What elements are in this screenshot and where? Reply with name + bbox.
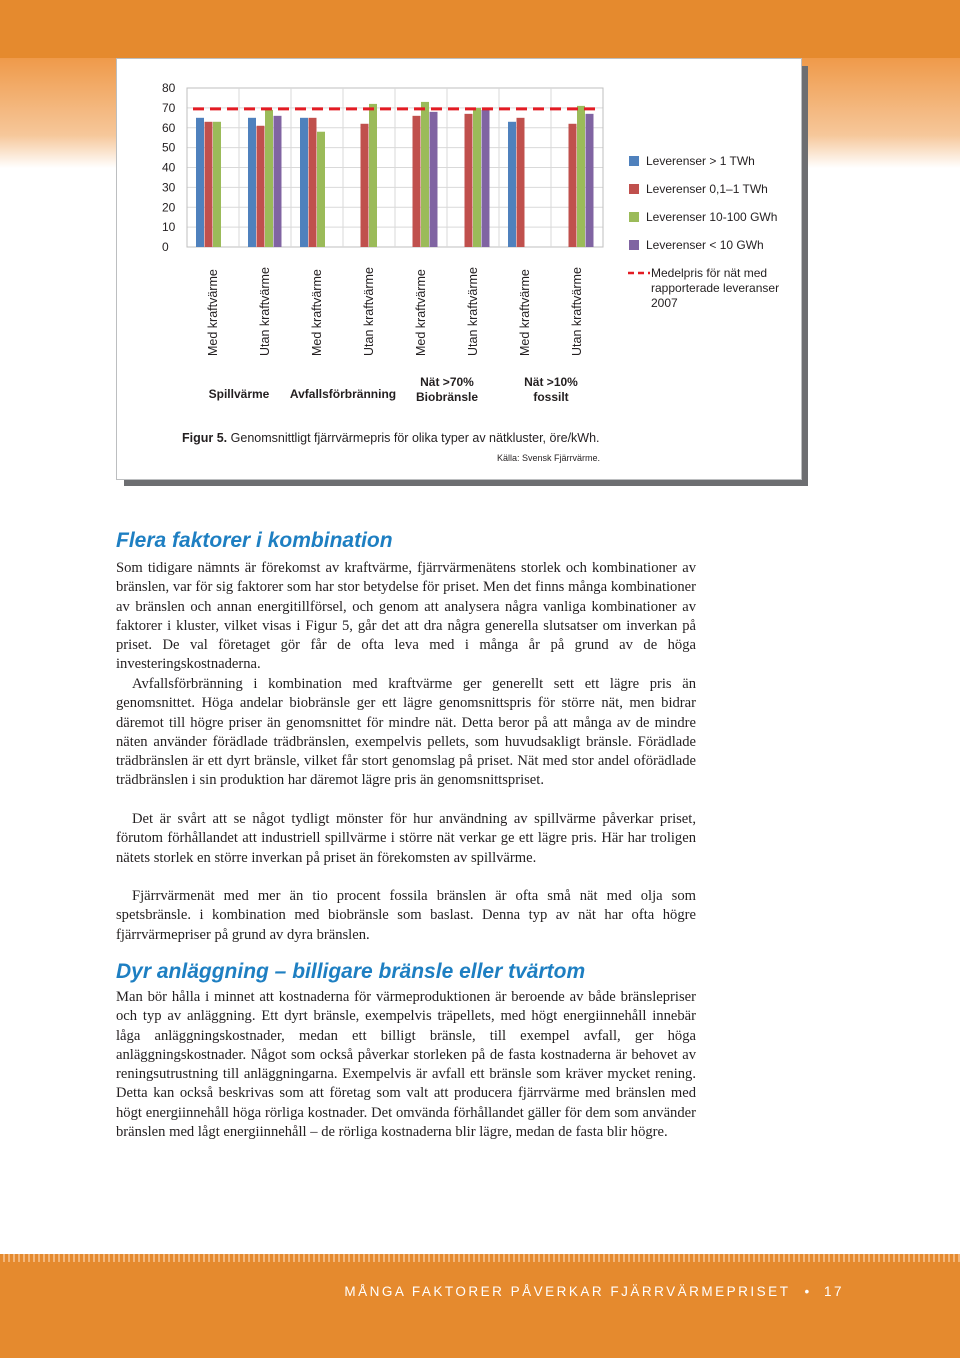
y-tick-label: 80: [162, 81, 176, 95]
footer-bullet: •: [804, 1284, 812, 1299]
legend-label: Medelpris för nät med: [651, 266, 768, 280]
x-category-label: Utan kraftvärme: [466, 267, 480, 356]
figure-box: [116, 58, 802, 480]
bar: [473, 108, 481, 247]
legend-label: Leverenser < 10 GWh: [646, 238, 764, 252]
figure-source: Källa: Svensk Fjärrvärme.: [497, 453, 601, 463]
y-tick-label: 0: [162, 240, 169, 254]
section1-paragraph: Det är svårt att se något tydligt mönster för hur användning av spillvärme påverkar priset, förutom förhållandet att industriell spillvärme i större nät verkar ge ett lägre pris. Här har troligen nätets storlek en större inverkan på priset än förekomsten av spillvärme.: [116, 811, 696, 866]
page-number: 17: [823, 1284, 844, 1299]
legend-swatch: [629, 240, 639, 250]
y-tick-label: 10: [162, 220, 176, 235]
footer-band-pattern: [0, 1254, 960, 1262]
y-tick-label: 70: [162, 100, 176, 115]
x-category-label: Med kraftvärme: [310, 269, 324, 356]
group-label: Spillvärme: [208, 387, 270, 401]
y-tick-label: 50: [162, 140, 176, 155]
bar: [317, 132, 325, 247]
bar: [569, 124, 577, 247]
section2-paragraph: Man bör hålla i minnet att kostnaderna för värmeproduktionen är beroende av både bränslepriser och typ av anläggning. Ett dyrt bränsle, exempelvis träpellets, med högt energiinnehåll innebär låga anläggningskostnader, medan ett billigt bränsle, till exempel avfall, ger höga anläggningskostnader. Något som också påverkar storleken på de fasta kostnaderna är behovet av reningsutrustning till anläggningarna. Exempelvis är avfall ett bränsle som kräver mycket rening. Detta kan också beskrivas som att företag som valt att producera fjärrvärme med bränslen med högt energiinnehåll höga rörliga kostnader. Det omvända förhållandet gäller för dem som använder bränslen med lågt energiinnehåll – de rörliga kostnaderna blir lägre, medan de fasta blir högre.: [116, 989, 696, 1141]
bar: [196, 118, 204, 247]
section1-paragraph: Avfallsförbränning i kombination med kraftvärme ger generellt sett ett lägre pris än genomsnittet. Höga andelar biobränsle ger ett lägre genomsnittspris för större nät, men bidrar däremot till högre priser än genomsnittet för mindre nät. Detta beror på att många av de mindre näten använder förädlade trädbränslen, exempelvis pellets, som huvudsakligt bränsle. Förädlade trädbränslen är ett dyrt bränsle, vilket får stort genomslag på priset. Nät med stor andel oförädlade trädbränslen i sin produktion har däremot lägre pris än genomsnittspriset.: [116, 676, 696, 789]
y-tick-label: 30: [162, 180, 176, 195]
bar: [300, 118, 308, 247]
x-category-label: Utan kraftvärme: [362, 267, 376, 356]
legend-label: 2007: [651, 296, 678, 310]
figure-caption-text: Genomsnittligt fjärrvärmepris för olika typer av nätkluster, öre/kWh.: [230, 431, 600, 445]
bar: [577, 106, 585, 247]
group-label: Biobränsle: [415, 390, 479, 404]
bar: [482, 110, 490, 247]
x-category-label: Utan kraftvärme: [570, 267, 584, 356]
legend-swatch: [629, 212, 639, 222]
bar: [274, 116, 282, 247]
figure-caption: [182, 431, 600, 445]
bar: [265, 110, 273, 247]
section1-paragraph: Fjärrvärmenät med mer än tio procent fossila bränslen är ofta små nät med olja som spetsbränsle. i kombination med biobränsle som baslast. Denna typ av nät har ofta högre fjärrvärmepriser på grund av dyra bränslen.: [116, 888, 696, 943]
group-label: Avfallsförbränning: [289, 387, 397, 401]
legend-label: Leverenser 10-100 GWh: [646, 210, 778, 224]
x-category-label: Utan kraftvärme: [258, 267, 272, 356]
legend-swatch: [629, 156, 639, 166]
section1-paragraph: Som tidigare nämnts är förekomst av kraftvärme, fjärrvärmenätens storlek och kombinationer av bränslen, var för sig faktorer som har stor betydelse för priset. Men det finns många kombinationer av bränslen och annan energitillförsel, och genom att analysera några vanliga kombinationer av faktorer i kluster, vilket visas i Figur 5, går det att dra några generella slutsatser om inverkan på priset. De val företaget gör får de ofta leva med i många år på grund av de höga investeringskostnaderna.: [116, 560, 696, 673]
legend-swatch: [629, 184, 639, 194]
figure-label: Figur 5.: [182, 431, 228, 445]
section-heading-anlaggning: Dyr anläggning – billigare bränsle eller tvärtom: [116, 960, 586, 983]
legend-label: Leverenser > 1 TWh: [646, 154, 755, 168]
bar: [586, 114, 594, 247]
bar: [257, 126, 265, 247]
y-tick-label: 20: [162, 200, 176, 215]
bar: [413, 116, 421, 247]
y-tick-label: 40: [162, 160, 176, 175]
bar: [369, 104, 377, 247]
bar: [430, 112, 438, 247]
bar: [517, 118, 525, 247]
bar: [465, 114, 473, 247]
price-cluster-chart: [117, 59, 801, 479]
bar: [248, 118, 256, 247]
x-category-label: Med kraftvärme: [518, 269, 532, 356]
bar: [508, 122, 516, 247]
group-label: Nät >70%: [420, 375, 474, 389]
bar: [361, 124, 369, 247]
footer-band: [0, 1254, 960, 1358]
footer-title: MÅNGA FAKTORER PÅVERKAR FJÄRRVÄRMEPRISET: [344, 1284, 791, 1299]
y-tick-label: 60: [162, 120, 176, 135]
group-label: fossilt: [533, 390, 569, 404]
legend-label: Leverenser 0,1–1 TWh: [646, 182, 768, 196]
bar: [421, 102, 429, 247]
top-orange-band: [0, 0, 960, 58]
footer-running-title: [344, 1284, 844, 1299]
group-label: Nät >10%: [524, 375, 578, 389]
bar: [309, 118, 317, 247]
section-heading-kombination: Flera faktorer i kombination: [116, 529, 393, 552]
x-category-label: Med kraftvärme: [414, 269, 428, 356]
bar: [205, 122, 213, 247]
bar: [213, 122, 221, 247]
legend-label: rapporterade leveranser: [651, 281, 780, 295]
x-category-label: Med kraftvärme: [206, 269, 220, 356]
